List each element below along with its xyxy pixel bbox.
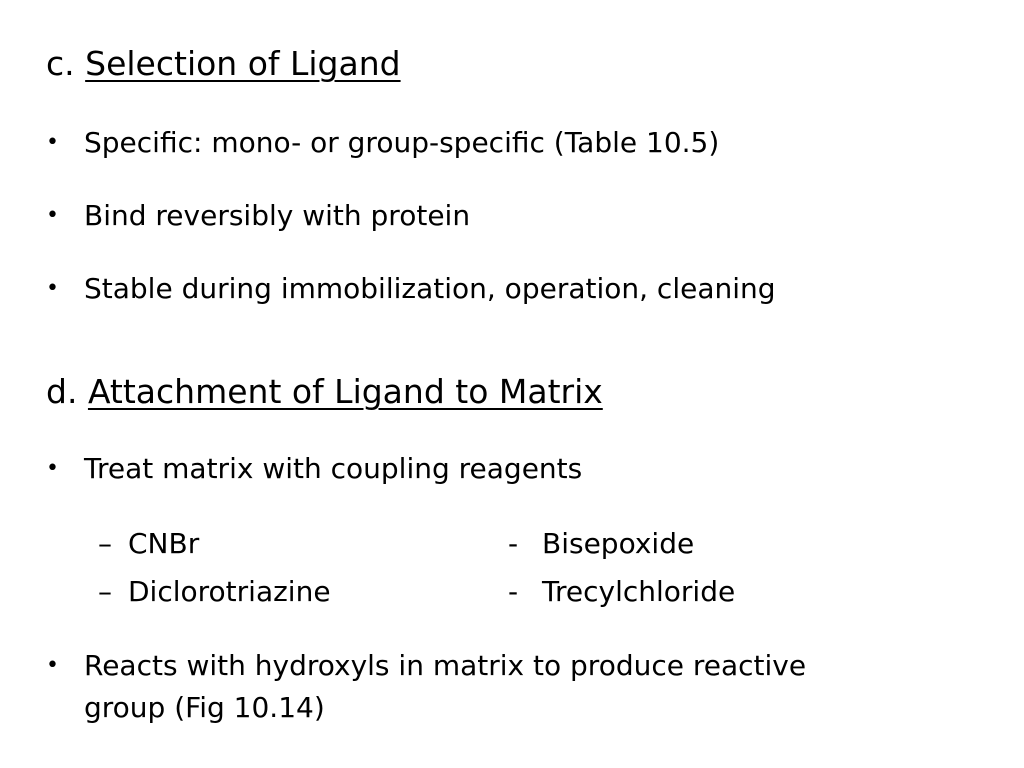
dash-marker: – xyxy=(98,575,112,608)
bullet-text: Treat matrix with coupling reagents xyxy=(84,452,583,485)
bullet-text: Specific: mono- or group-specific (Table 10.5) xyxy=(84,126,720,159)
section-c-title: Selection of Ligand xyxy=(85,44,401,83)
reagent-label: Diclorotriazine xyxy=(128,575,331,608)
bullet-icon: • xyxy=(46,456,59,481)
section-d-heading xyxy=(46,372,603,412)
section-c-heading xyxy=(46,44,401,84)
section-d-letter: d. xyxy=(46,372,78,411)
reagent-label: Bisepoxide xyxy=(542,527,695,560)
bullet-icon: • xyxy=(46,276,59,301)
bullet-text-line-1: Reacts with hydroxyls in matrix to produce reactive xyxy=(84,649,807,682)
reagent-label: CNBr xyxy=(128,527,200,560)
bullet-icon: • xyxy=(46,653,59,678)
section-d-title: Attachment of Ligand to Matrix xyxy=(87,372,603,411)
dash-marker: - xyxy=(508,575,519,608)
bullet-icon: • xyxy=(46,203,59,228)
dash-marker: - xyxy=(508,527,519,560)
bullet-icon: • xyxy=(46,130,59,155)
bullet-text: Bind reversibly with protein xyxy=(84,199,471,232)
section-c-letter: c. xyxy=(46,44,75,83)
reagent-label: Trecylchloride xyxy=(542,575,736,608)
dash-marker: – xyxy=(98,527,112,560)
bullet-text: Stable during immobilization, operation, cleaning xyxy=(84,272,776,305)
bullet-text-line-2: group (Fig 10.14) xyxy=(84,691,325,724)
